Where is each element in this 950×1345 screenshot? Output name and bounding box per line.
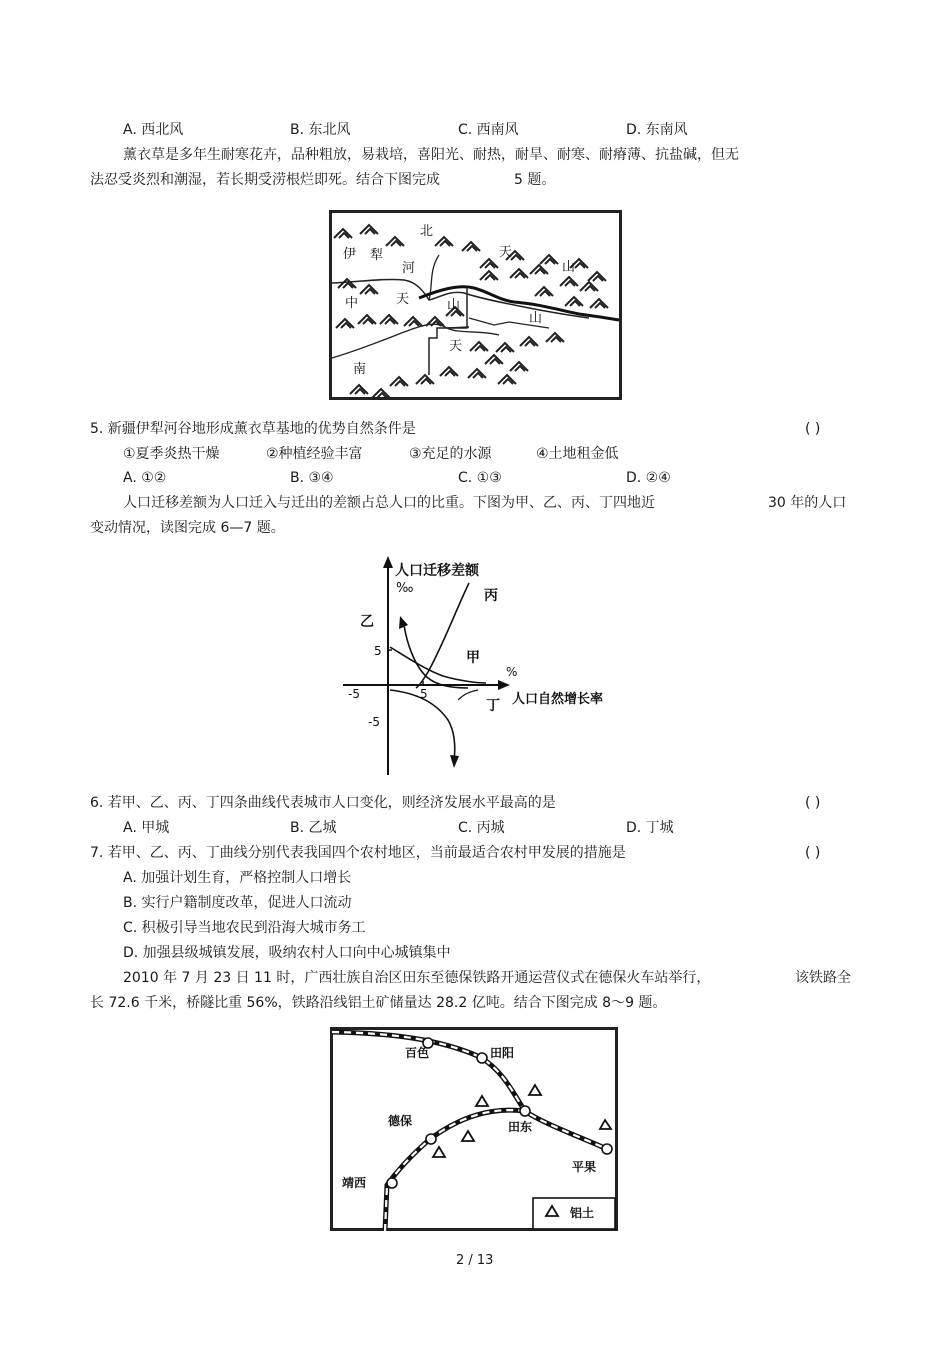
x-tick-neg5: -5 (348, 687, 360, 701)
q5-item-1: ①夏季炎热干燥 (123, 446, 220, 462)
q6-option-b: B. 乙城 (290, 820, 337, 836)
intro5-line2: 法忍受炎烈和潮湿，若长期受涝根烂即死。结合下图完成 (90, 172, 440, 188)
intro89-line1-tail: 该铁路全 (795, 970, 851, 986)
q7-option-d: D. 加强县级城镇发展，吸纳农村人口向中心城镇集中 (123, 945, 451, 961)
curve-bing (416, 583, 469, 688)
map2-legend-label: 铝土 (570, 1206, 595, 1220)
y-axis-arrow (383, 556, 393, 568)
map1-label-shan-1: 山 (562, 260, 576, 275)
map1-label-yi: 伊 (343, 247, 357, 262)
q6-option-d: D. 丁城 (626, 820, 674, 836)
y-tick-5: 5 (374, 644, 382, 658)
intro67-line1: 人口迁移差额为人口迁入与迁出的差额占总人口的比重。下图为甲、乙、丙、丁四地近 (123, 495, 655, 511)
q5-item-3: ③充足的水源 (409, 446, 492, 462)
q4-option-b: B. 东北风 (290, 122, 351, 138)
q5-stem: 5. 新疆伊犁河谷地形成薰衣草基地的优势自然条件是 (90, 421, 416, 437)
intro89-line2: 长 72.6 千米，桥隧比重 56%，铁路沿线铝土矿储量达 28.2 亿吨。结合下图完成 8～9 题。 (90, 995, 667, 1011)
series-label-ding: 丁 (486, 698, 500, 714)
y-tick-neg5: -5 (368, 715, 380, 729)
city-jingxi: 靖西 (342, 1176, 367, 1190)
city-tianyang: 田阳 (490, 1046, 515, 1060)
q5-option-a: A. ①② (123, 470, 167, 486)
chart-ylabel: 人口迁移差额 (395, 563, 479, 579)
series-label-jia: 甲 (466, 650, 480, 666)
city-baise: 百色 (405, 1046, 430, 1060)
q6-option-c: C. 丙城 (458, 820, 505, 836)
chart-xlabel: 人口自然增长率 (512, 692, 604, 707)
q5-option-b: B. ③④ (290, 470, 334, 486)
city-debao: 德保 (388, 1114, 413, 1128)
intro5-line1: 薰衣草是多年生耐寒花卉，品种粗放，易栽培，喜阳光、耐热，耐旱、耐寒、耐瘠薄、抗盐碱，但无 (123, 147, 739, 163)
chart-yunit: ‰ (396, 581, 414, 596)
station-pingguo (602, 1144, 612, 1154)
q5-option-c: C. ①③ (458, 470, 502, 486)
map1-label-li: 犁 (370, 248, 384, 263)
intro67-line1-tail: 30 年的人口 (768, 495, 847, 511)
q7-stem: 7. 若甲、乙、丙、丁曲线分别代表我国四个农村地区，当前最适合农村甲发展的措施是 (90, 845, 626, 861)
q7-option-b: B. 实行户籍制度改革，促进人口流动 (123, 895, 352, 911)
q5-option-d: D. ②④ (626, 470, 671, 486)
q4-option-d: D. 东南风 (626, 122, 688, 138)
x-axis-arrow (498, 680, 510, 690)
map1-label-tian-3: 天 (449, 339, 463, 354)
intro89-line1: 2010 年 7 月 23 日 11 时，广西壮族自治区田东至德保铁路开通运营仪式在德保火车站举行， (123, 970, 711, 986)
x-tick-5: 5 (420, 687, 428, 701)
city-pingguo: 平果 (572, 1160, 597, 1174)
q7-option-c: C. 积极引导当地农民到沿海大城市务工 (123, 920, 366, 936)
q4-option-c: C. 西南风 (458, 122, 519, 138)
map1-label-zhong: 中 (345, 296, 359, 311)
series-label-yi: 乙 (360, 614, 374, 630)
migration-chart (338, 550, 628, 780)
q6-stem: 6. 若甲、乙、丙、丁四条曲线代表城市人口变化，则经济发展水平最高的是 (90, 795, 556, 811)
q6-option-a: A. 甲城 (123, 820, 170, 836)
station-jingxi (387, 1178, 397, 1188)
station-debao (426, 1134, 436, 1144)
station-tianyang (477, 1053, 487, 1063)
city-tiandong: 田东 (508, 1120, 533, 1134)
page-number: 2 / 13 (456, 1253, 494, 1268)
ili-valley-map (329, 210, 622, 400)
station-tiandong (520, 1106, 530, 1116)
q4-option-a: A. 西北风 (123, 122, 184, 138)
map1-label-tian-1: 天 (499, 245, 513, 260)
chart-xunit: % (506, 665, 518, 679)
intro67-line2: 变动情况，读图完成 6—7 题。 (90, 520, 285, 536)
q6-bracket: ( ) (805, 795, 821, 811)
railway-map (330, 1027, 618, 1231)
intro5-line2-num: 5 题。 (514, 172, 556, 188)
map1-label-bei: 北 (420, 224, 434, 239)
q5-bracket: ( ) (805, 421, 821, 437)
q5-item-4: ④土地租金低 (536, 446, 619, 462)
q7-option-a: A. 加强计划生育，严格控制人口增长 (123, 870, 352, 886)
map1-label-shan-3: 山 (529, 311, 543, 326)
q5-item-2: ②种植经验丰富 (266, 446, 363, 462)
q7-bracket: ( ) (805, 845, 821, 861)
map1-label-he: 河 (402, 261, 416, 276)
map1-label-tian-2: 天 (396, 292, 410, 307)
map1-label-shan-2: 山 (447, 298, 461, 313)
series-label-bing: 丙 (484, 588, 498, 604)
map1-label-nan: 南 (353, 362, 367, 377)
